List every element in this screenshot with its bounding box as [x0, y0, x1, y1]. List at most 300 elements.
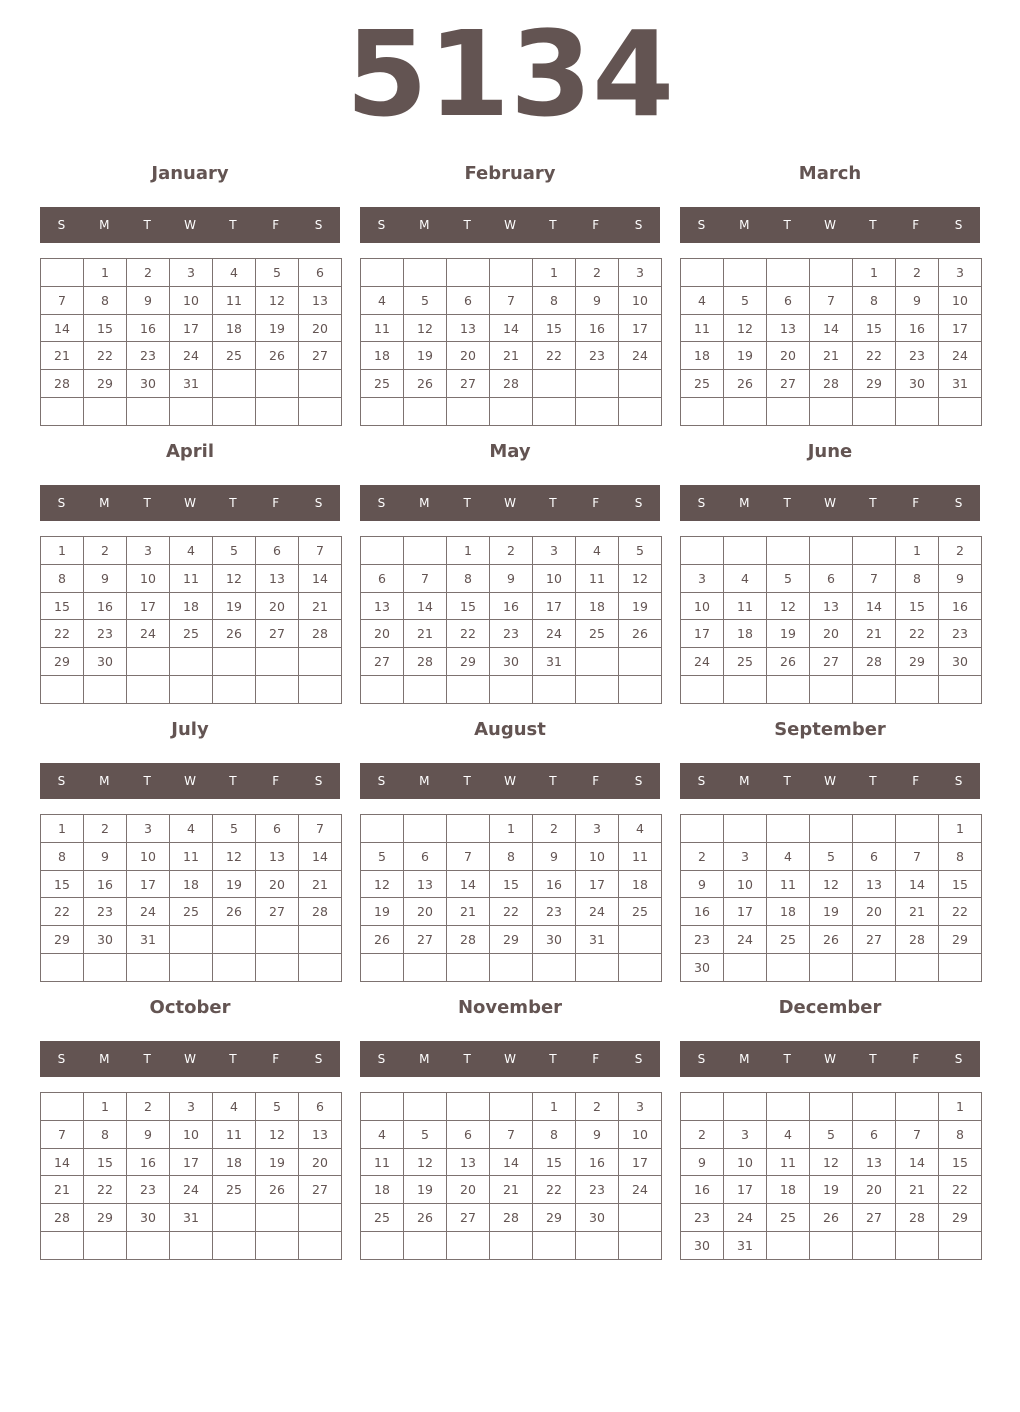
empty-day-cell [724, 815, 767, 843]
empty-day-cell [256, 1204, 299, 1232]
day-cell: 5 [256, 259, 299, 287]
day-cell: 8 [939, 842, 982, 870]
empty-day-cell [447, 398, 490, 426]
weekday-label: S [57, 496, 66, 510]
day-cell: 12 [213, 564, 256, 592]
day-cell: 4 [767, 842, 810, 870]
day-cell: 3 [681, 564, 724, 592]
weekday-label: M [419, 774, 430, 788]
day-cell: 4 [361, 1120, 404, 1148]
day-cell: 6 [299, 259, 342, 287]
empty-day-cell [127, 1232, 170, 1260]
weekday-label: W [824, 1052, 836, 1066]
week-row [41, 648, 342, 676]
day-cell: 27 [853, 926, 896, 954]
weekday-label: T [869, 774, 877, 788]
weekday-label: M [419, 218, 430, 232]
weekday-label: F [272, 1052, 280, 1066]
empty-day-cell [853, 398, 896, 426]
day-cell: 3 [170, 259, 213, 287]
empty-day-cell [939, 1232, 982, 1260]
day-cell: 1 [896, 537, 939, 565]
day-cell: 7 [853, 564, 896, 592]
day-cell: 14 [810, 314, 853, 342]
empty-day-cell [939, 398, 982, 426]
day-cell: 19 [404, 1176, 447, 1204]
weekday-label: S [954, 218, 963, 232]
week-row [41, 342, 342, 370]
day-cell: 25 [361, 370, 404, 398]
day-cell: 18 [361, 342, 404, 370]
day-cell: 18 [619, 870, 662, 898]
week-row [361, 1120, 662, 1148]
day-cell: 15 [939, 870, 982, 898]
day-cell: 16 [896, 314, 939, 342]
empty-day-cell [213, 676, 256, 704]
week-row [681, 870, 982, 898]
empty-day-cell [681, 1093, 724, 1121]
empty-day-cell [404, 537, 447, 565]
weekday-label: F [592, 1052, 600, 1066]
weekday-label: W [824, 774, 836, 788]
day-cell: 13 [299, 1120, 342, 1148]
day-cell: 13 [447, 1148, 490, 1176]
week-row [681, 398, 982, 426]
empty-day-cell [853, 676, 896, 704]
day-cell: 18 [767, 898, 810, 926]
week-row [361, 1176, 662, 1204]
day-cell: 9 [84, 564, 127, 592]
weekday-label: T [549, 774, 557, 788]
day-cell: 29 [533, 1204, 576, 1232]
weekday-label: M [99, 496, 110, 510]
day-cell: 5 [404, 1120, 447, 1148]
week-row [41, 1120, 342, 1148]
weekday-label: T [143, 774, 151, 788]
day-cell: 15 [490, 870, 533, 898]
empty-day-cell [490, 259, 533, 287]
day-cell: 5 [810, 842, 853, 870]
day-cell: 4 [619, 815, 662, 843]
weekday-label: W [184, 218, 196, 232]
day-cell: 8 [84, 1120, 127, 1148]
day-cell: 26 [767, 648, 810, 676]
day-cell: 26 [619, 620, 662, 648]
day-cell: 24 [576, 898, 619, 926]
empty-day-cell [170, 926, 213, 954]
month-september [680, 719, 980, 984]
weekday-label: T [229, 218, 237, 232]
day-cell: 22 [533, 1176, 576, 1204]
empty-day-cell [127, 954, 170, 982]
weekday-header [360, 1041, 660, 1077]
day-cell: 6 [447, 286, 490, 314]
empty-day-cell [256, 398, 299, 426]
day-cell: 7 [490, 1120, 533, 1148]
weekday-label: T [463, 1052, 471, 1066]
day-cell: 15 [84, 314, 127, 342]
day-cell: 8 [41, 842, 84, 870]
day-cell: 15 [896, 592, 939, 620]
month-name: March [798, 163, 862, 184]
month-october [40, 997, 340, 1262]
day-cell: 11 [170, 842, 213, 870]
weekday-header [680, 485, 980, 521]
empty-day-cell [41, 1232, 84, 1260]
empty-day-cell [619, 954, 662, 982]
day-cell: 25 [681, 370, 724, 398]
empty-day-cell [447, 676, 490, 704]
weekday-label: W [504, 218, 516, 232]
day-cell: 28 [447, 926, 490, 954]
day-cell: 17 [724, 1176, 767, 1204]
empty-day-cell [213, 398, 256, 426]
empty-day-cell [41, 259, 84, 287]
day-cell: 9 [681, 1148, 724, 1176]
week-row [41, 259, 342, 287]
weekday-header [40, 1041, 340, 1077]
day-cell: 19 [767, 620, 810, 648]
day-cell: 16 [127, 314, 170, 342]
weekday-label: M [739, 218, 750, 232]
empty-day-cell [256, 1232, 299, 1260]
day-cell: 18 [170, 870, 213, 898]
day-cell: 5 [361, 842, 404, 870]
day-grid [680, 814, 982, 982]
day-cell: 1 [939, 815, 982, 843]
day-cell: 2 [896, 259, 939, 287]
empty-day-cell [681, 676, 724, 704]
week-row [361, 564, 662, 592]
day-cell: 7 [41, 1120, 84, 1148]
day-cell: 20 [299, 1148, 342, 1176]
empty-day-cell [490, 954, 533, 982]
day-grid [40, 536, 342, 704]
day-cell: 25 [213, 1176, 256, 1204]
day-cell: 9 [576, 1120, 619, 1148]
day-cell: 17 [619, 1148, 662, 1176]
day-cell: 22 [853, 342, 896, 370]
day-cell: 25 [170, 620, 213, 648]
day-cell: 4 [213, 259, 256, 287]
day-cell: 19 [256, 314, 299, 342]
day-cell: 2 [84, 537, 127, 565]
day-cell: 22 [447, 620, 490, 648]
day-cell: 27 [299, 1176, 342, 1204]
weekday-header [40, 485, 340, 521]
day-cell: 30 [681, 954, 724, 982]
empty-day-cell [170, 398, 213, 426]
day-cell: 24 [619, 1176, 662, 1204]
day-cell: 9 [576, 286, 619, 314]
weekday-label: T [229, 496, 237, 510]
empty-day-cell [767, 259, 810, 287]
weekday-label: M [739, 1052, 750, 1066]
day-cell: 12 [724, 314, 767, 342]
weekday-label: W [504, 496, 516, 510]
day-cell: 22 [939, 1176, 982, 1204]
day-cell: 13 [853, 870, 896, 898]
day-cell: 13 [767, 314, 810, 342]
empty-day-cell [361, 954, 404, 982]
day-cell: 11 [213, 286, 256, 314]
day-cell: 8 [84, 286, 127, 314]
day-cell: 15 [41, 870, 84, 898]
empty-day-cell [767, 398, 810, 426]
empty-day-cell [724, 954, 767, 982]
empty-day-cell [724, 537, 767, 565]
day-cell: 11 [576, 564, 619, 592]
week-row [361, 286, 662, 314]
empty-day-cell [681, 815, 724, 843]
day-cell: 23 [84, 620, 127, 648]
week-row [361, 370, 662, 398]
week-row [361, 676, 662, 704]
week-row [361, 870, 662, 898]
day-cell: 31 [533, 648, 576, 676]
day-cell: 25 [576, 620, 619, 648]
month-name: August [474, 719, 546, 740]
day-cell: 28 [853, 648, 896, 676]
day-cell: 3 [724, 842, 767, 870]
empty-day-cell [84, 676, 127, 704]
day-cell: 1 [490, 815, 533, 843]
day-cell: 13 [447, 314, 490, 342]
weekday-label: S [377, 774, 386, 788]
day-cell: 2 [939, 537, 982, 565]
day-cell: 3 [724, 1120, 767, 1148]
empty-day-cell [619, 1232, 662, 1260]
day-cell: 21 [896, 898, 939, 926]
week-row [681, 1148, 982, 1176]
day-cell: 5 [256, 1093, 299, 1121]
day-cell: 17 [619, 314, 662, 342]
day-cell: 19 [810, 898, 853, 926]
empty-day-cell [170, 676, 213, 704]
week-row [41, 620, 342, 648]
empty-day-cell [299, 926, 342, 954]
week-row [681, 564, 982, 592]
day-cell: 3 [619, 1093, 662, 1121]
day-cell: 20 [767, 342, 810, 370]
day-cell: 13 [299, 286, 342, 314]
empty-day-cell [299, 1204, 342, 1232]
week-row [361, 898, 662, 926]
day-cell: 25 [170, 898, 213, 926]
weekday-header [40, 763, 340, 799]
empty-day-cell [810, 676, 853, 704]
day-cell: 18 [767, 1176, 810, 1204]
weekday-label: T [783, 1052, 791, 1066]
day-cell: 31 [170, 370, 213, 398]
day-cell: 18 [213, 1148, 256, 1176]
day-cell: 1 [41, 815, 84, 843]
day-cell: 23 [896, 342, 939, 370]
day-cell: 8 [41, 564, 84, 592]
week-row [41, 1204, 342, 1232]
day-cell: 25 [767, 1204, 810, 1232]
empty-day-cell [896, 815, 939, 843]
weekday-header [40, 207, 340, 243]
day-cell: 14 [490, 1148, 533, 1176]
empty-day-cell [681, 259, 724, 287]
empty-day-cell [41, 1093, 84, 1121]
empty-day-cell [853, 537, 896, 565]
empty-day-cell [127, 398, 170, 426]
weekday-label: S [314, 774, 323, 788]
week-row [361, 926, 662, 954]
empty-day-cell [724, 259, 767, 287]
empty-day-cell [490, 676, 533, 704]
empty-day-cell [84, 1232, 127, 1260]
day-cell: 19 [213, 870, 256, 898]
empty-day-cell [41, 398, 84, 426]
empty-day-cell [619, 926, 662, 954]
day-cell: 14 [404, 592, 447, 620]
day-cell: 11 [361, 314, 404, 342]
day-cell: 9 [84, 842, 127, 870]
week-row [681, 842, 982, 870]
day-cell: 7 [810, 286, 853, 314]
day-cell: 18 [681, 342, 724, 370]
day-cell: 9 [490, 564, 533, 592]
day-cell: 27 [299, 342, 342, 370]
day-cell: 6 [299, 1093, 342, 1121]
day-cell: 15 [533, 314, 576, 342]
empty-day-cell [724, 676, 767, 704]
empty-day-cell [404, 259, 447, 287]
day-cell: 13 [810, 592, 853, 620]
day-cell: 2 [576, 1093, 619, 1121]
weekday-label: T [549, 496, 557, 510]
weekday-label: S [954, 774, 963, 788]
day-cell: 24 [681, 648, 724, 676]
week-row [361, 314, 662, 342]
empty-day-cell [361, 259, 404, 287]
day-cell: 5 [810, 1120, 853, 1148]
empty-day-cell [896, 676, 939, 704]
day-cell: 20 [810, 620, 853, 648]
day-cell: 30 [84, 926, 127, 954]
week-row [361, 1232, 662, 1260]
day-cell: 8 [853, 286, 896, 314]
day-cell: 12 [619, 564, 662, 592]
day-cell: 4 [170, 537, 213, 565]
empty-day-cell [447, 1093, 490, 1121]
day-cell: 10 [576, 842, 619, 870]
week-row [361, 398, 662, 426]
week-row [361, 648, 662, 676]
day-cell: 6 [767, 286, 810, 314]
day-cell: 22 [939, 898, 982, 926]
week-row [681, 1204, 982, 1232]
empty-day-cell [490, 1093, 533, 1121]
month-name: December [778, 997, 882, 1018]
month-name: January [151, 163, 229, 184]
weekday-header [680, 763, 980, 799]
day-cell: 2 [127, 1093, 170, 1121]
month-june [680, 441, 980, 706]
day-cell: 10 [127, 564, 170, 592]
weekday-label: F [912, 1052, 920, 1066]
day-cell: 12 [767, 592, 810, 620]
day-grid [360, 814, 662, 982]
empty-day-cell [896, 1232, 939, 1260]
weekday-label: S [314, 496, 323, 510]
day-cell: 22 [490, 898, 533, 926]
week-row [681, 648, 982, 676]
day-cell: 12 [404, 314, 447, 342]
weekday-label: T [463, 496, 471, 510]
empty-day-cell [810, 259, 853, 287]
day-cell: 20 [404, 898, 447, 926]
day-cell: 2 [576, 259, 619, 287]
day-cell: 18 [170, 592, 213, 620]
empty-day-cell [576, 370, 619, 398]
empty-day-cell [213, 1232, 256, 1260]
day-cell: 23 [939, 620, 982, 648]
week-row [41, 370, 342, 398]
day-cell: 1 [533, 1093, 576, 1121]
empty-day-cell [447, 815, 490, 843]
week-row [41, 286, 342, 314]
day-cell: 13 [853, 1148, 896, 1176]
day-cell: 16 [681, 898, 724, 926]
week-row [41, 954, 342, 982]
weekday-label: S [377, 496, 386, 510]
day-cell: 20 [853, 1176, 896, 1204]
week-row [681, 592, 982, 620]
weekday-label: T [463, 774, 471, 788]
day-cell: 7 [404, 564, 447, 592]
weekday-label: F [912, 496, 920, 510]
week-row [41, 1176, 342, 1204]
empty-day-cell [619, 370, 662, 398]
weekday-label: M [739, 496, 750, 510]
day-cell: 7 [490, 286, 533, 314]
weekday-label: S [697, 1052, 706, 1066]
week-row [681, 259, 982, 287]
empty-day-cell [213, 926, 256, 954]
day-cell: 23 [84, 898, 127, 926]
week-row [361, 592, 662, 620]
month-name: May [489, 441, 531, 462]
empty-day-cell [361, 815, 404, 843]
empty-day-cell [619, 1204, 662, 1232]
day-cell: 30 [127, 1204, 170, 1232]
empty-day-cell [404, 676, 447, 704]
month-name: June [807, 441, 853, 462]
day-cell: 14 [896, 870, 939, 898]
day-cell: 11 [619, 842, 662, 870]
empty-day-cell [896, 1093, 939, 1121]
empty-day-cell [256, 370, 299, 398]
day-cell: 28 [299, 898, 342, 926]
day-cell: 14 [41, 314, 84, 342]
empty-day-cell [361, 676, 404, 704]
day-cell: 19 [256, 1148, 299, 1176]
day-cell: 1 [853, 259, 896, 287]
week-row [361, 620, 662, 648]
day-cell: 17 [576, 870, 619, 898]
month-name: April [165, 441, 215, 462]
day-cell: 2 [490, 537, 533, 565]
weekday-label: M [419, 496, 430, 510]
day-grid [360, 258, 662, 426]
empty-day-cell [853, 954, 896, 982]
day-cell: 21 [490, 342, 533, 370]
empty-day-cell [767, 954, 810, 982]
